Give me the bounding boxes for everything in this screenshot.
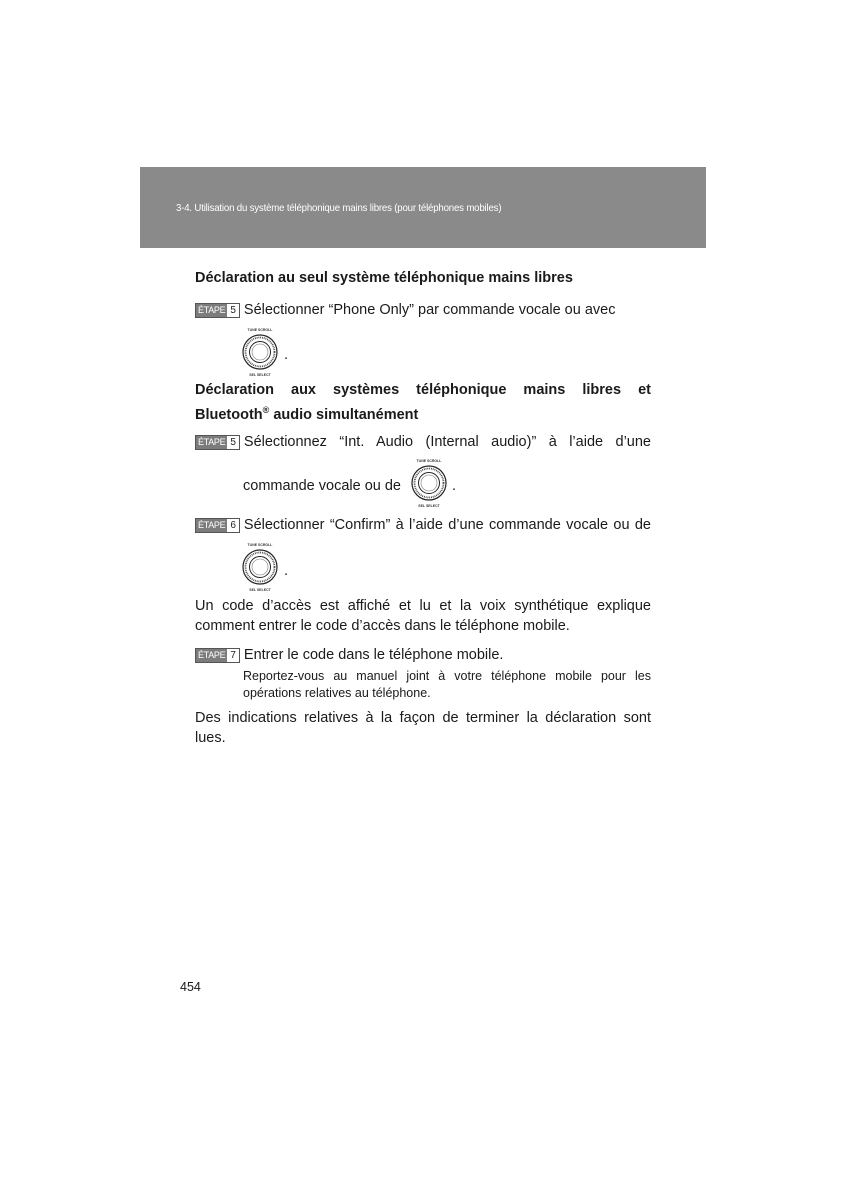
step-text: Sélectionner “Confirm” à l’aide d’une commande vocale ou de xyxy=(243,517,651,533)
step-7-note: Reportez-vous au manuel joint à votre téléphone mobile pour les opérations relatives au téléphone. xyxy=(243,669,651,700)
page-number: 454 xyxy=(180,980,201,994)
step-6-confirm xyxy=(195,515,651,535)
step-text: Sélectionnez “Int. Audio (Internal audio)” à l’aide d’une xyxy=(243,434,651,450)
step-text: Entrer le code dans le téléphone mobile. xyxy=(243,647,504,663)
knob-top-label: TUNE SCROLL xyxy=(247,543,273,547)
tune-select-knob-icon xyxy=(238,326,282,378)
tune-select-knob-icon xyxy=(407,457,451,509)
step-text: Sélectionner “Phone Only” par commande vocale ou avec xyxy=(243,302,616,318)
access-code-paragraph: Un code d’accès est affiché et lu et la voix synthétique explique comment entrer le code d’accès dans le téléphone mobile. xyxy=(195,598,651,634)
knob-top-label: TUNE SCROLL xyxy=(247,328,273,332)
knob-top-label: TUNE SCROLL xyxy=(416,459,442,463)
step-5-phone-only xyxy=(195,300,651,320)
step-5-period: . xyxy=(284,347,289,363)
step-7-enter-code xyxy=(195,645,651,665)
section-title: 3-4. Utilisation du système téléphonique mains libres (pour téléphones mobiles) xyxy=(176,202,502,214)
registered-mark: ® xyxy=(262,405,270,415)
step-badge: ÉTAPE 7 xyxy=(195,648,240,663)
heading-simultaneous-line2: Bluetooth® audio simultanément xyxy=(195,405,419,423)
knob-bottom-label: SEL SELECT xyxy=(249,588,271,592)
knob-bottom-label: SEL SELECT xyxy=(418,504,440,508)
step-5b-period: . xyxy=(452,478,457,494)
tune-select-knob-icon xyxy=(238,541,282,593)
heading-simultaneous-line1: Déclaration aux systèmes téléphonique mains libres et xyxy=(195,382,651,398)
step-badge: ÉTAPE 5 xyxy=(195,303,240,318)
step-5-internal-audio xyxy=(195,432,651,452)
step-badge: ÉTAPE 5 xyxy=(195,435,240,450)
heading-hands-free-only: Déclaration au seul système téléphonique mains libres xyxy=(195,270,573,286)
knob-bottom-label: SEL SELECT xyxy=(249,373,271,377)
completion-paragraph: Des indications relatives à la façon de terminer la déclaration sont lues. xyxy=(195,710,651,746)
step-5-line2: commande vocale ou de xyxy=(243,478,401,494)
step-6-period: . xyxy=(284,563,289,579)
step-badge: ÉTAPE 6 xyxy=(195,518,240,533)
section-header-band xyxy=(140,167,706,248)
